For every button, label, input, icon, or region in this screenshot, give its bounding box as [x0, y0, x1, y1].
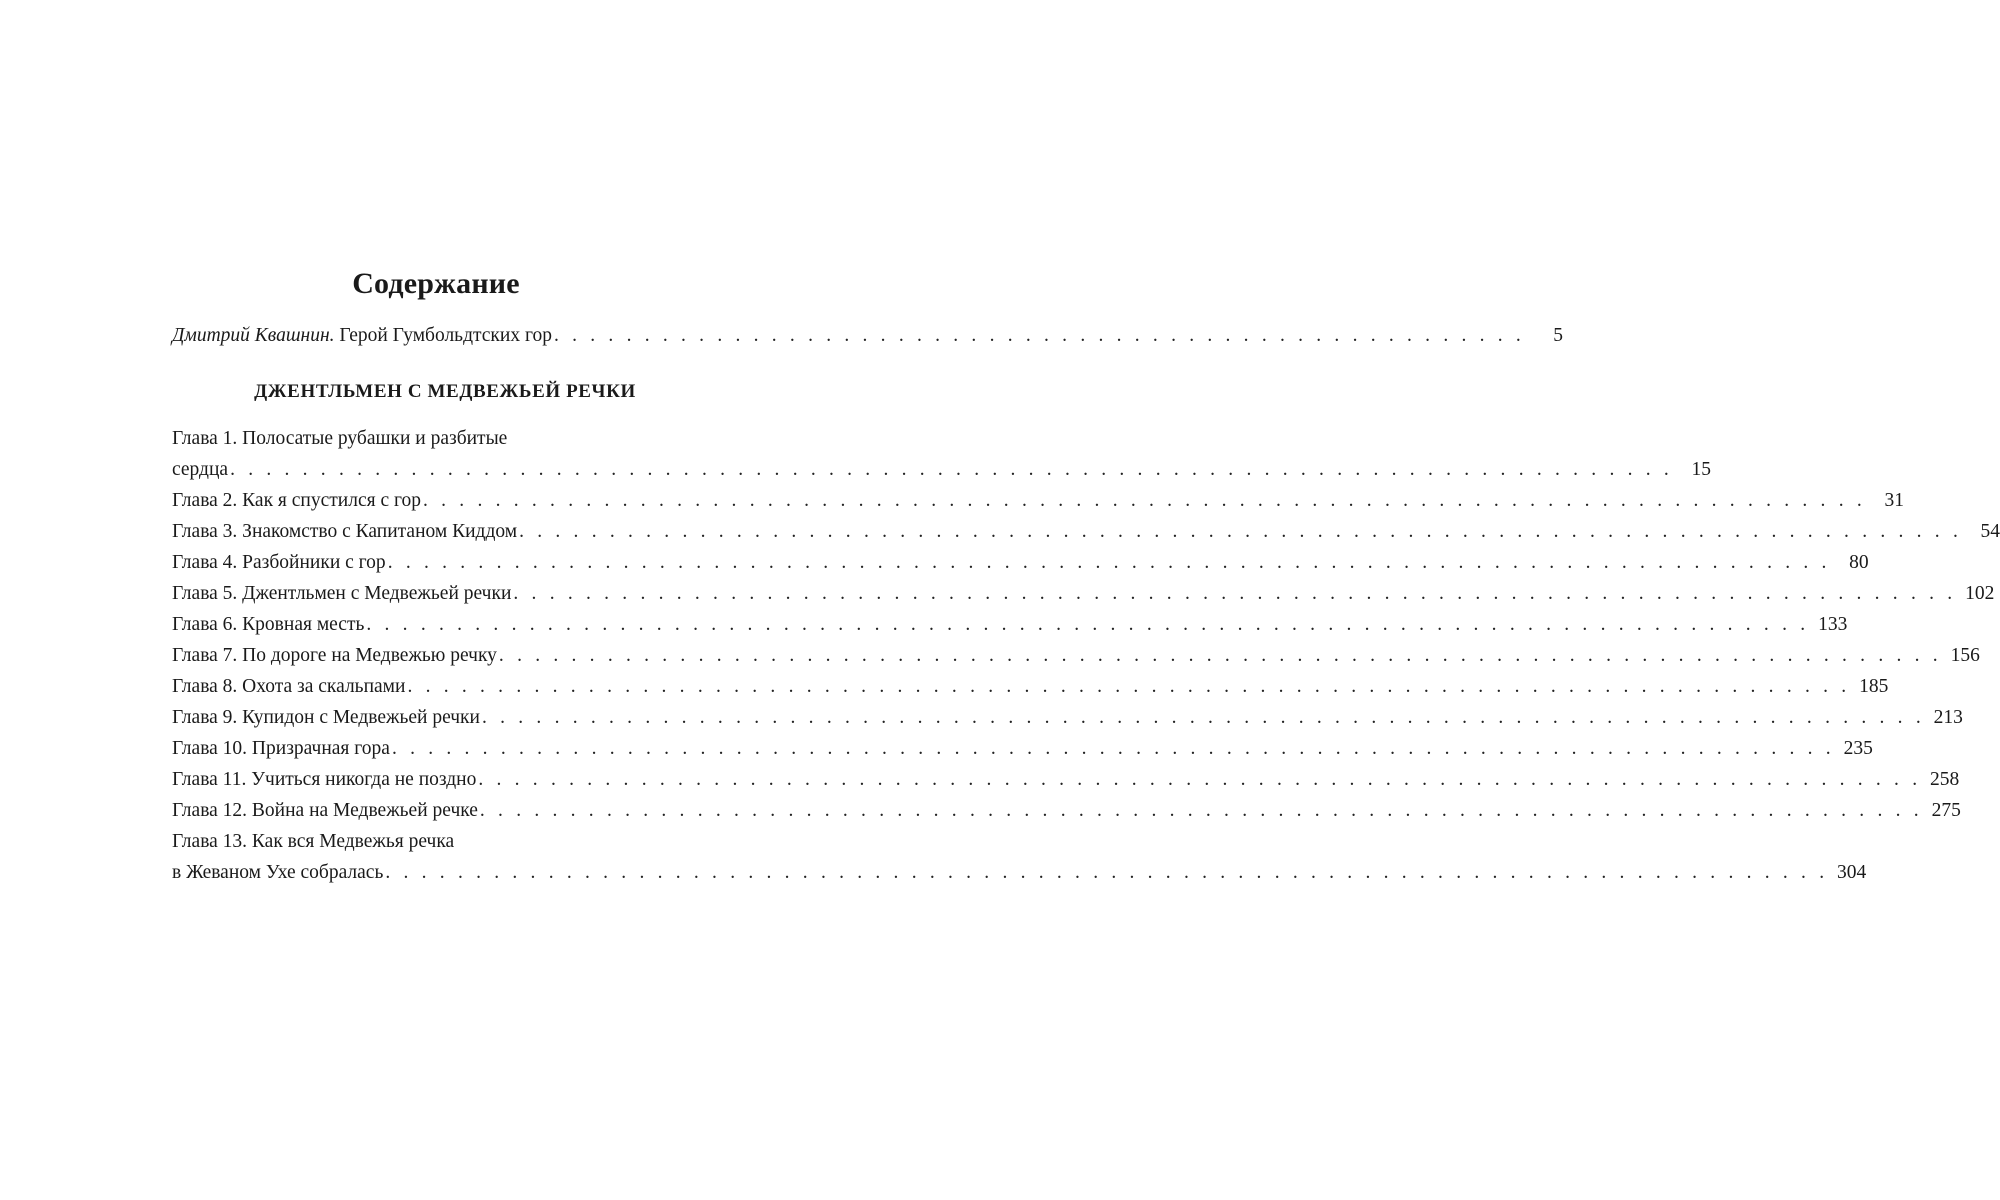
dot-leader: . . . . . . . . . . . . . . . . . . . . . . . . . . . . . . . . . . . . . . . . . . . . . . . . . . . . . . . . . . . . . . . . . . . . . . . . . . . . . . . .: [230, 459, 1673, 480]
toc-entry: [172, 423, 1711, 485]
page-title: Содержание: [352, 267, 520, 300]
intro-page-number: 5: [1553, 325, 1563, 346]
toc-entry: [172, 733, 1873, 764]
chapter-title: Глава 6. Кровная месть: [172, 614, 365, 635]
dot-leader: . . . . . . . . . . . . . . . . . . . . . . . . . . . . . . . . . . . . . . . . . . . . . . . . . . . . . . . . . . . . . . . . . . . . . . . . . . . . . . . .: [479, 800, 1923, 821]
dot-leader: . . . . . . . . . . . . . . . . . . . . . . . . . . . . . . . . . . . . . . . . . . . . . . . . . . . . . . . . . . . . . . . . . . . . . . . . . . . . . . . .: [366, 614, 1810, 635]
page-number: 185: [1859, 676, 1889, 697]
toc-entry: [172, 578, 1995, 609]
toc-entry: [172, 764, 1960, 795]
dot-leader: . . . . . . . . . . . . . . . . . . . . . . . . . . . . . . . . . . . . . . . . . . . . . . . . . . . . . . . . . . . . . . . . . . . . . . . . . . . . . . . .: [423, 490, 1866, 511]
dot-leader: . . . . . . . . . . . . . . . . . . . . . . . . . . . . . . . . . . . . . . . . . . . . . . . . . . . . . . . . . . . . . . . . . . . . . . . . . . . . . . . .: [391, 738, 1835, 759]
chapter-title: Глава 12. Война на Медвежьей речке: [172, 800, 478, 821]
chapter-title: Глава 10. Призрачная гора: [172, 738, 390, 759]
toc-entry: [172, 795, 1961, 826]
toc-entry: [172, 671, 1889, 702]
dot-leader: . . . . . . . . . . . . . . . . . . . . . . . . . . . . . . . . . . . . . . . . . . . . . . . . . . . . . . . . . . . . . . . . . . . . . . . . . . . . . . . .: [385, 862, 1829, 883]
toc-entry: [172, 826, 1867, 888]
page-number: 275: [1931, 800, 1961, 821]
page-number: 15: [1691, 459, 1711, 480]
dot-leader: . . . . . . . . . . . . . . . . . . . . . . . . . . . . . . . . . . . . . . . . . . . . . . . . . . . . . . . . . . . . . . . . . . . . . . . . . . . . . . . .: [387, 552, 1831, 573]
section-heading: ДЖЕНТЛЬМЕН С МЕДВЕЖЬЕЙ РЕЧКИ: [254, 381, 636, 402]
toc-entry: [172, 547, 1869, 578]
page-number: 235: [1843, 738, 1873, 759]
chapter-title: Глава 4. Разбойники с гор: [172, 552, 386, 573]
page-number: 258: [1930, 769, 1960, 790]
chapter-list: [172, 423, 2000, 888]
page-number: 213: [1933, 707, 1963, 728]
page-number: 133: [1818, 614, 1848, 635]
dot-leader: . . . . . . . . . . . . . . . . . . . . . . . . . . . . . . . . . . . . . . . . . . . . . . . . . . . . . .: [553, 325, 1525, 346]
dot-leader: . . . . . . . . . . . . . . . . . . . . . . . . . . . . . . . . . . . . . . . . . . . . . . . . . . . . . . . . . . . . . . . . . . . . . . . . . . . . . . . .: [498, 645, 1942, 666]
page-number: 31: [1884, 490, 1904, 511]
toc-entry: [172, 702, 1963, 733]
page-number: 102: [1965, 583, 1995, 604]
dot-leader: . . . . . . . . . . . . . . . . . . . . . . . . . . . . . . . . . . . . . . . . . . . . . . . . . . . . . . . . . . . . . . . . . . . . . . . . . . . . . . . .: [519, 521, 1963, 542]
chapter-title-line1: Глава 13. Как вся Медвежья речка: [172, 831, 455, 852]
toc-entry: [172, 640, 1980, 671]
page-number: 304: [1837, 862, 1867, 883]
table-of-contents: [172, 262, 2000, 888]
toc-entry: [172, 485, 1904, 516]
chapter-title: Глава 5. Джентльмен с Медвежьей речки: [172, 583, 512, 604]
chapter-title: Глава 2. Как я спустился с гор: [172, 490, 421, 511]
chapter-title-line1: Глава 1. Полосатые рубашки и разбитые: [172, 428, 508, 449]
chapter-title: Глава 9. Купидон с Медвежьей речки: [172, 707, 480, 728]
page-number: 54: [1980, 521, 2000, 542]
toc-entry: [172, 609, 1848, 640]
chapter-title: Глава 11. Учиться никогда не поздно: [172, 769, 477, 790]
page-number: 156: [1950, 645, 1980, 666]
dot-leader: . . . . . . . . . . . . . . . . . . . . . . . . . . . . . . . . . . . . . . . . . . . . . . . . . . . . . . . . . . . . . . . . . . . . . . . . . . . . . . . .: [513, 583, 1957, 604]
page-number: 80: [1849, 552, 1869, 573]
dot-leader: . . . . . . . . . . . . . . . . . . . . . . . . . . . . . . . . . . . . . . . . . . . . . . . . . . . . . . . . . . . . . . . . . . . . . . . . . . . . . . . .: [478, 769, 1922, 790]
dot-leader: . . . . . . . . . . . . . . . . . . . . . . . . . . . . . . . . . . . . . . . . . . . . . . . . . . . . . . . . . . . . . . . . . . . . . . . . . . . . . . . .: [481, 707, 1925, 728]
chapter-title: в Жеваном Ухе собралась: [172, 862, 384, 883]
chapter-title: сердца: [172, 459, 229, 480]
intro-title: Герой Гумбольдтских гор: [339, 325, 552, 346]
intro-author: Дмитрий Квашнин.: [172, 325, 335, 346]
intro-entry: [172, 320, 1563, 351]
dot-leader: . . . . . . . . . . . . . . . . . . . . . . . . . . . . . . . . . . . . . . . . . . . . . . . . . . . . . . . . . . . . . . . . . . . . . . . . . . . . . . . .: [407, 676, 1851, 697]
chapter-title: Глава 7. По дороге на Медвежью речку: [172, 645, 497, 666]
chapter-title: Глава 8. Охота за скальпами: [172, 676, 406, 697]
toc-entry: [172, 516, 2000, 547]
chapter-title: Глава 3. Знакомство с Капитаном Киддом: [172, 521, 518, 542]
